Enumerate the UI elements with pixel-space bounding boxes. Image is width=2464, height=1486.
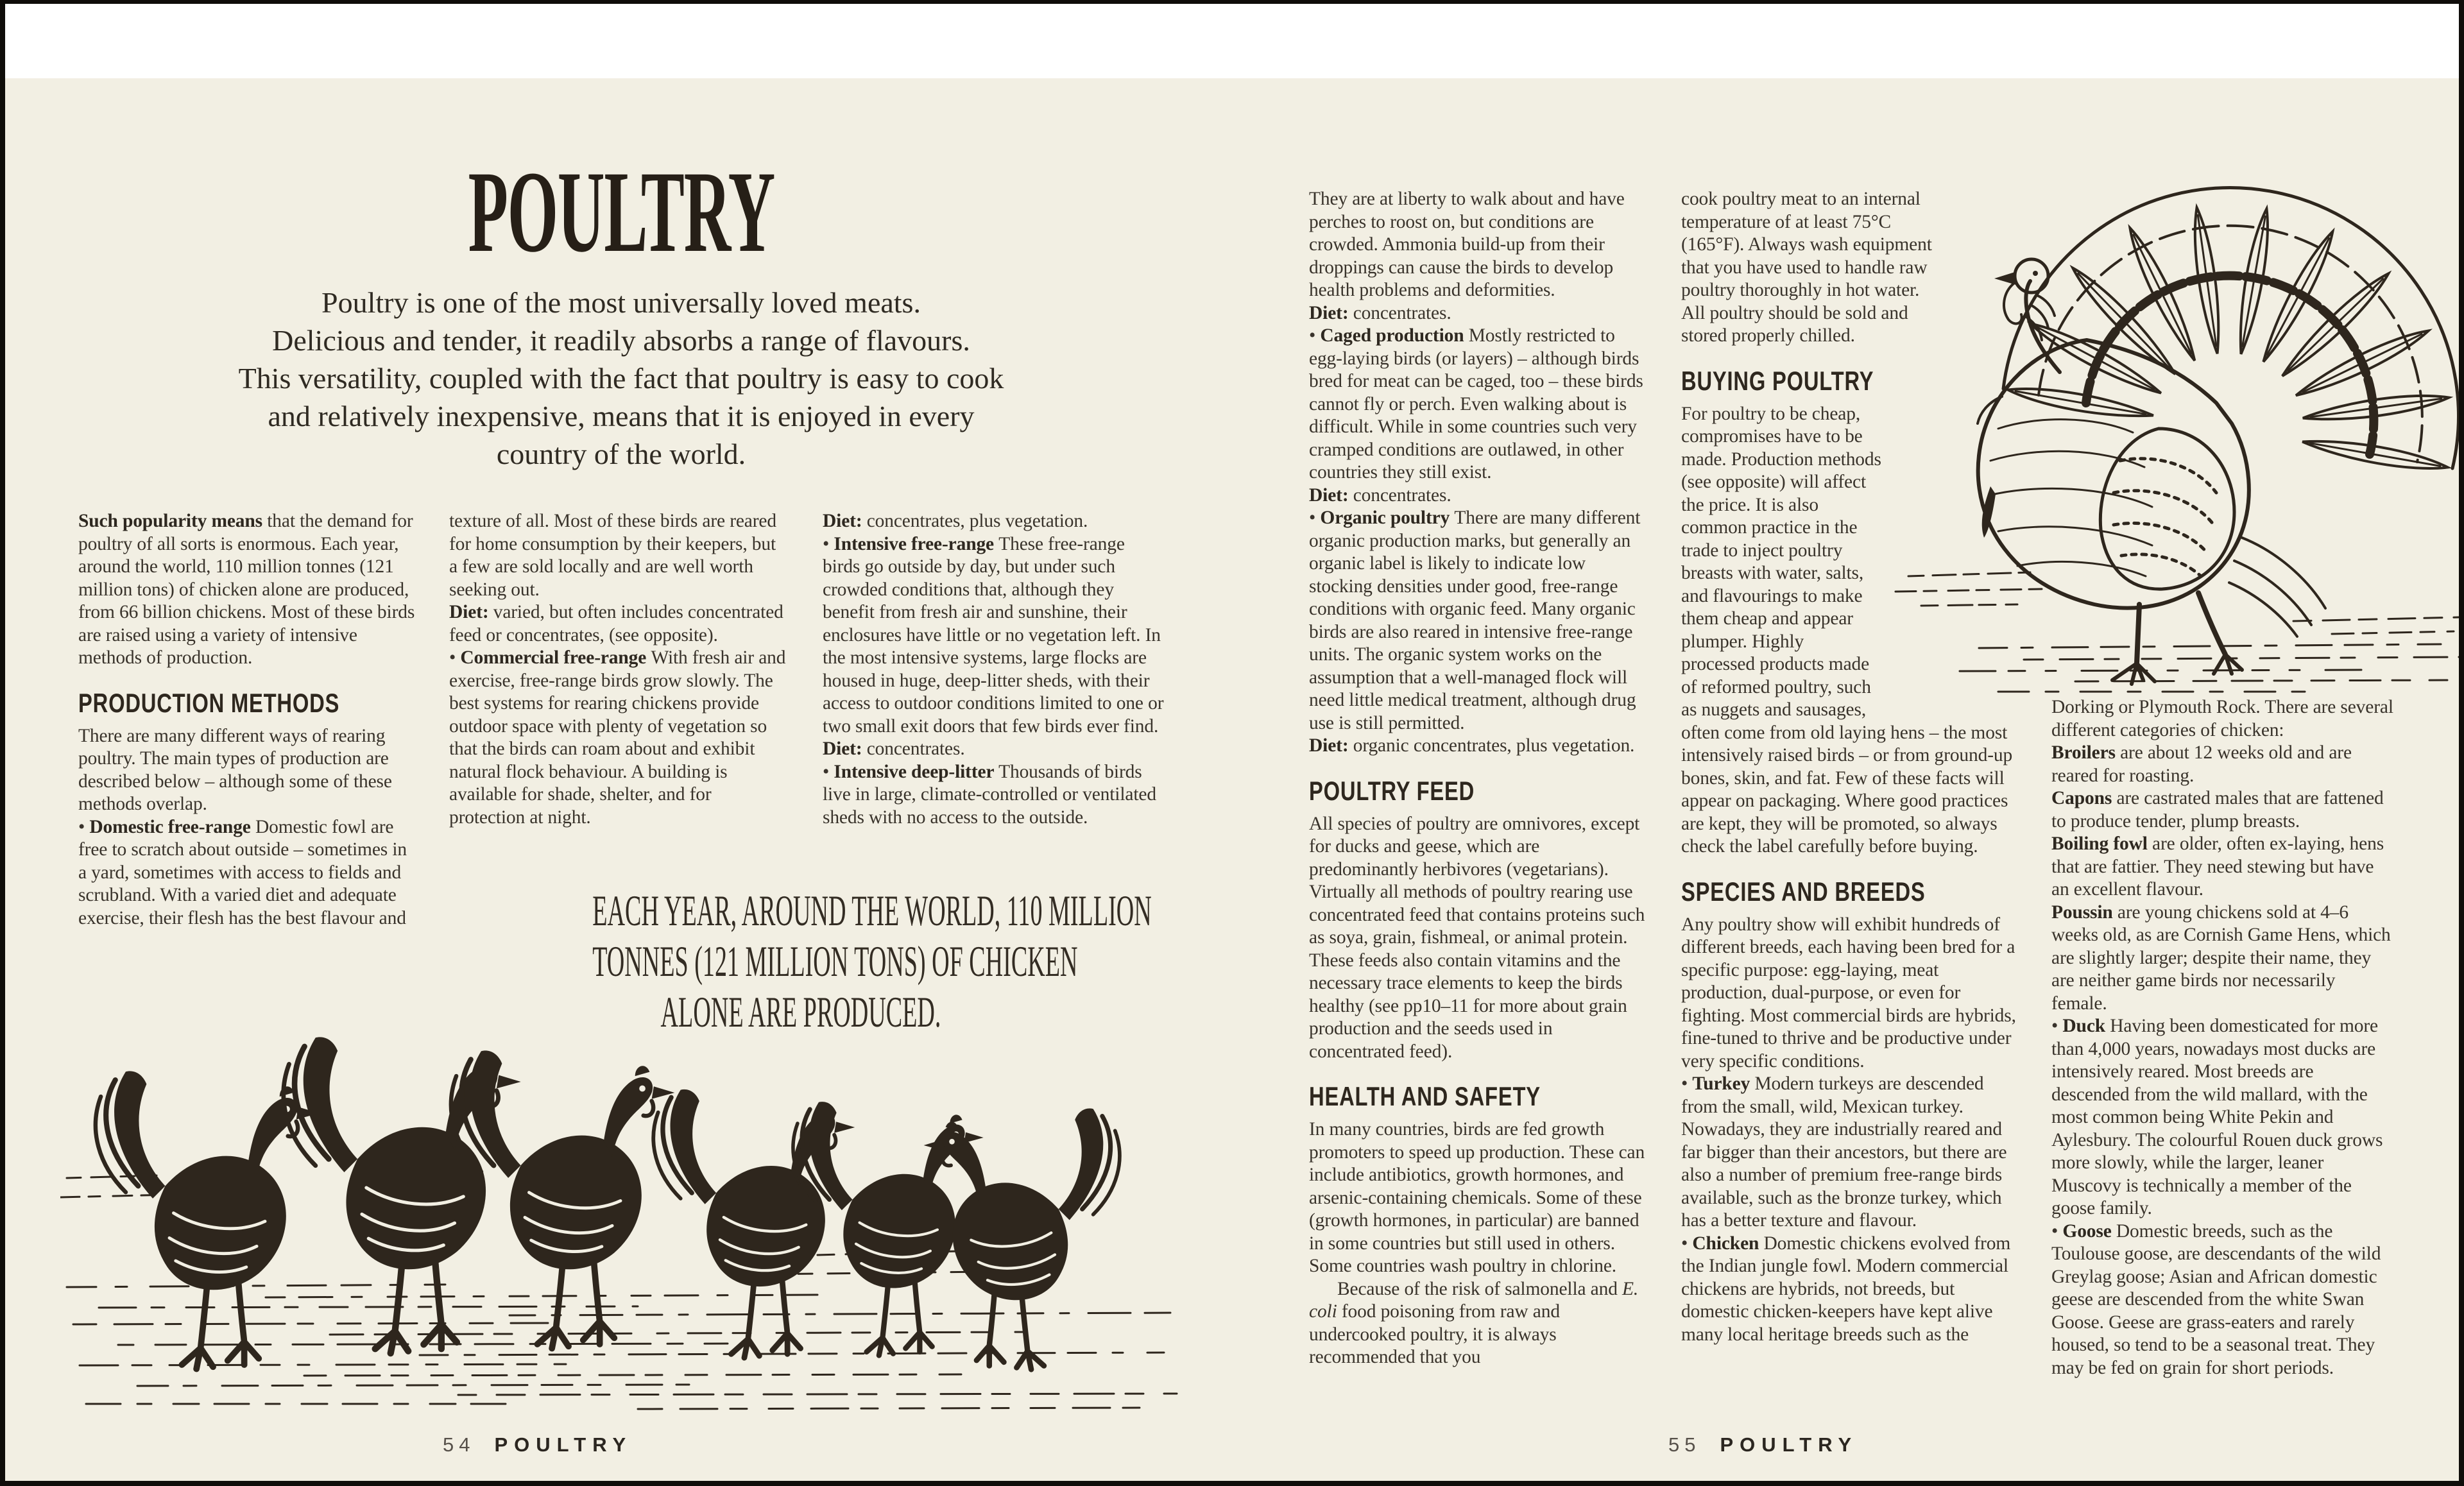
paragraph xyxy=(1681,914,2019,1073)
italic-text: E. coli xyxy=(1309,1278,1639,1322)
bold-lead-in: Chicken xyxy=(1692,1233,1764,1254)
running-head: POULTRY xyxy=(494,1433,633,1456)
body-text: • xyxy=(823,761,834,782)
bold-lead-in: Such popularity means xyxy=(78,511,268,531)
left-page-column-1 xyxy=(78,510,416,930)
text-line: EACH YEAR, AROUND THE WORLD, 110 MILLION xyxy=(592,886,1152,935)
paragraph xyxy=(2051,1015,2394,1220)
paragraph xyxy=(78,725,416,816)
bold-lead-in: Duck xyxy=(2062,1016,2110,1036)
paragraph xyxy=(2051,901,2394,1016)
body-text: All species of poultry are omnivores, except for ducks and geese, which are predominantly herbivores (vegetarians). Virtually all methods of poultry rearing use concentrated feed that contains proteins such as soya, grain, fishmeal, or animal protein. These feeds also contain vitamins and the necessary trace elements to keep the birds healthy (see pp10–11 for more about grain production and the seeds used in concentrated feed). xyxy=(1309,813,1645,1062)
body-text: Domestic chickens evolved from the Indian jungle fowl. Modern commercial chickens are hybrids, not breeds, but domestic chicken-keepers have kept alive many local heritage breeds such as the xyxy=(1681,1233,2011,1345)
body-text: • xyxy=(1681,1233,1693,1254)
body-text: organic concentrates, plus vegetation. xyxy=(1353,735,1635,756)
paragraph xyxy=(78,510,416,670)
section-heading: SPECIES AND BREEDS xyxy=(1681,876,1926,907)
paragraph xyxy=(449,647,787,829)
body-text: • xyxy=(1681,1073,1693,1094)
paragraph xyxy=(1309,325,1650,484)
paragraph xyxy=(2051,787,2394,833)
text-line: TONNES (121 MILLION TONS) OF CHICKEN xyxy=(592,937,1078,986)
body-text: For poultry to be cheap, compromises have to be made. Production methods (see opposite) will affect the price. It is also common practice in the trade to inject poultry breasts with water, salts, and flavourings to make them cheap and appear plumper. Highly processed products made of reformed poultry, such as nuggets and sausages, often come from old laying hens – the most intensively raised birds – or from ground-up bones, skin, and fat. Few of these facts will appear on packaging. Where good practices are kept, they will be promoted, so always check the label carefully before buying. xyxy=(1681,403,2013,857)
bold-lead-in: Diet: xyxy=(823,511,867,531)
paragraph xyxy=(1681,1233,2019,1347)
body-text: food poisoning from raw and undercooked poultry, it is always recommended that you xyxy=(1309,1301,1560,1367)
bold-lead-in: Poussin xyxy=(2051,901,2118,923)
paragraph xyxy=(78,816,416,930)
bold-lead-in: Organic poultry xyxy=(1320,508,1455,528)
body-text: These free-range birds go outside by day, but under such crowded conditions that, although they benefit from fresh air and sunshine, their enclosures have little or no vegetation left. In the most intensive systems, large flocks are housed in huge, deep-litter sheds, with their access to outdoor conditions limited to one or two small exit doors that few birds ever find. xyxy=(823,533,1164,737)
right-page-column-3 xyxy=(2051,696,2394,1379)
body-text: concentrates. xyxy=(866,739,965,759)
body-text: There are many different ways of rearing poultry. The main types of production are described below – although some of these methods overlap. xyxy=(78,725,392,814)
body-text: concentrates, plus vegetation. xyxy=(866,511,1088,531)
paragraph xyxy=(1309,1118,1650,1278)
body-text: • xyxy=(823,533,834,554)
bold-lead-in: Domestic free-range xyxy=(89,816,255,837)
paragraph xyxy=(1309,813,1650,1064)
body-text: Mostly restricted to egg-laying birds (or layers) – although birds bred for meat can be caged, too – these birds cannot fly or perch. Even walking about is difficult. While in some countries such very cramped conditions are outlawed, in other countries they still exist. xyxy=(1309,325,1643,483)
text-line: and relatively inexpensive, means that it is enjoyed in every xyxy=(268,400,975,432)
body-text: Because of the risk of salmonella and xyxy=(1337,1278,1623,1299)
paragraph xyxy=(2051,833,2394,901)
bold-lead-in: Capons xyxy=(2051,788,2117,808)
body-text: varied, but often includes concentrated feed or concentrates, (see opposite). xyxy=(449,602,783,645)
paragraph xyxy=(449,601,787,647)
body-text: In many countries, birds are fed growth promoters to speed up production. These can include antibiotics, growth hormones, and arsenic-containing chemicals. Some of these (growth hormones, in particular) are banned in some countries but still used in others. Some countries wash poultry in chlorine. xyxy=(1309,1119,1645,1276)
chapter-intro xyxy=(159,284,1083,473)
body-text: concentrates. xyxy=(1353,302,1451,323)
body-text: cook poultry meat to an internal temperature of at least 75°C (165°F). Always wash equipment that you have used to handle raw poultry thoroughly in hot water. All poultry should be sold and stored properly chilled. xyxy=(1681,189,1932,346)
paragraph xyxy=(1309,735,1650,758)
section-heading: POULTRY FEED xyxy=(1309,775,1475,806)
body-text: • xyxy=(78,816,90,837)
body-text: that the demand for poultry of all sorts is enormous. Each year, around the world, 110 million tonnes (121 million tons) of chicken alone are produced, from 66 billion chickens. Most of these birds are raised using a variety of intensive methods of production. xyxy=(78,511,415,668)
chapter-title xyxy=(198,148,1045,277)
paragraph xyxy=(1309,484,1650,508)
bold-lead-in: Diet: xyxy=(1309,302,1353,323)
body-text: • xyxy=(2051,1220,2063,1242)
bold-lead-in: Intensive deep-litter xyxy=(834,761,999,782)
left-page-column-3 xyxy=(823,510,1164,829)
bold-lead-in: Caged production xyxy=(1320,325,1469,346)
running-head: POULTRY xyxy=(1720,1433,1858,1456)
paragraph xyxy=(1309,188,1650,302)
paragraph xyxy=(1309,1278,1650,1369)
bold-lead-in: Diet: xyxy=(449,602,493,622)
paragraph xyxy=(2051,742,2394,787)
body-text: They are at liberty to walk about and have perches to roost on, but conditions are crowded. Ammonia build-up from their droppings can cause the birds to develop health problems and deformities. xyxy=(1309,189,1625,300)
paragraph xyxy=(1681,1073,2019,1233)
text-line: Poultry is one of the most universally loved meats. xyxy=(321,286,921,319)
body-text: Having been domesticated for more than 4,000 years, nowadays most ducks are intensively reared. Most breeds are descended from the wild mallard, with the most common being White Pekin and Aylesbury. The colourful Rouen duck grows more slowly, while the larger, leaner Muscovy is technically a member of the goose family. xyxy=(2051,1016,2383,1218)
body-text: • xyxy=(449,647,461,668)
paragraph xyxy=(449,510,787,601)
bold-lead-in: Intensive free-range xyxy=(834,533,999,554)
paragraph xyxy=(2051,1220,2394,1380)
paragraph xyxy=(823,738,1164,761)
paragraph xyxy=(823,533,1164,739)
body-text: texture of all. Most of these birds are reared for home consumption by their keepers, but a few are sold locally and are well worth seeking out. xyxy=(449,511,776,600)
page-footer-left xyxy=(443,1433,632,1456)
page-number: 55 xyxy=(1668,1433,1701,1456)
body-text: Domestic fowl are free to scratch about outside – sometimes in a yard, sometimes with access to fields and scrubland. With a varied diet and adequate exercise, their flesh has the best flavour and xyxy=(78,816,407,928)
right-page-column-1 xyxy=(1309,188,1650,1369)
body-text: Domestic breeds, such as the Toulouse goose, are descendants of the wild Greylag goose; Asian and African domestic geese are descended from the white Swan Goose. Geese are grass-eaters and rarely housed, so tend to be a seasonal treat. They may be fed on grain for short periods. xyxy=(2051,1220,2381,1378)
paragraph xyxy=(823,510,1164,533)
body-text: • xyxy=(1309,325,1321,346)
chicken-flock-engraving xyxy=(60,986,1196,1414)
bold-lead-in: Commercial free-range xyxy=(460,647,651,668)
paragraph xyxy=(823,761,1164,830)
text-line: ALONE ARE PRODUCED. xyxy=(660,987,941,1036)
body-text: are castrated males that are fattened to produce tender, plump breasts. xyxy=(2051,788,2384,832)
bold-lead-in: Turkey xyxy=(1692,1073,1755,1094)
body-text: Dorking or Plymouth Rock. There are several different categories of chicken: xyxy=(2051,697,2393,740)
bold-lead-in: Broilers xyxy=(2051,742,2121,763)
bold-lead-in: Goose xyxy=(2062,1220,2116,1242)
text-line: country of the world. xyxy=(496,438,746,470)
chapter-title-text: POULTRY xyxy=(468,148,774,277)
body-text: With fresh air and exercise, free-range birds grow slowly. The best systems for rearing chickens provide outdoor space with plenty of vegetation so that the birds can roam about and exhibit natural flock behaviour. A building is available for shade, shelter, and for protection at night. xyxy=(449,647,786,828)
body-text: are older, often ex-laying, hens that are fattier. They need stewing but have an excellent flavour. xyxy=(2051,833,2384,900)
body-text: There are many different organic production marks, but generally an organic label is likely to indicate low stocking densities under good, free-range conditions with organic feed. Many organic birds are also reared in intensive free-range units. The organic system works on the assumption that a well-managed flock will need little medical treatment, although drug use is still permitted. xyxy=(1309,508,1641,733)
bold-lead-in: Boiling fowl xyxy=(2051,833,2153,854)
bold-lead-in: Diet: xyxy=(1309,484,1353,506)
section-heading: BUYING POULTRY xyxy=(1681,365,1874,396)
paragraph xyxy=(1309,302,1650,325)
body-text: concentrates. xyxy=(1353,484,1451,506)
page-number: 54 xyxy=(443,1433,475,1456)
body-text: are about 12 weeks old and are reared for roasting. xyxy=(2051,742,2352,786)
body-text: are young chickens sold at 4–6 weeks old, as are Cornish Game Hens, which are slightly larger; despite their name, they are neither game birds nor necessarily female. xyxy=(2051,901,2391,1014)
body-text: Modern turkeys are descended from the small, wild, Mexican turkey. Nowadays, they are industrially reared and far bigger than their ancestors, but there are also a number of premium free-range birds available, such as the bronze turkey, which has a better texture and flavour. xyxy=(1681,1073,2007,1231)
body-text: • xyxy=(1309,508,1321,528)
body-text: Thousands of birds live in large, climate-controlled or ventilated sheds with no access to the outside. xyxy=(823,761,1156,828)
section-heading: HEALTH AND SAFETY xyxy=(1309,1081,1541,1111)
turkey-engraving xyxy=(1883,127,2459,705)
bold-lead-in: Diet: xyxy=(1309,735,1353,756)
bold-lead-in: Diet: xyxy=(823,739,867,759)
left-page-column-2 xyxy=(449,510,787,829)
text-line: This versatility, coupled with the fact that poultry is easy to cook xyxy=(238,362,1004,395)
section-heading: PRODUCTION METHODS xyxy=(78,687,340,718)
book-page-spread xyxy=(5,78,2459,1481)
page-footer-right xyxy=(1668,1433,1858,1456)
text-line: Delicious and tender, it readily absorbs a range of flavours. xyxy=(272,324,970,357)
body-text: • xyxy=(2051,1016,2063,1036)
body-text: Any poultry show will exhibit hundreds of different breeds, each having been bred for a specific purpose: egg-laying, meat production, dual-purpose, or even for fighting. Most commercial birds are hybrids, fine-tuned to thrive and be productive under very specific conditions. xyxy=(1681,914,2016,1072)
paragraph xyxy=(1309,507,1650,735)
